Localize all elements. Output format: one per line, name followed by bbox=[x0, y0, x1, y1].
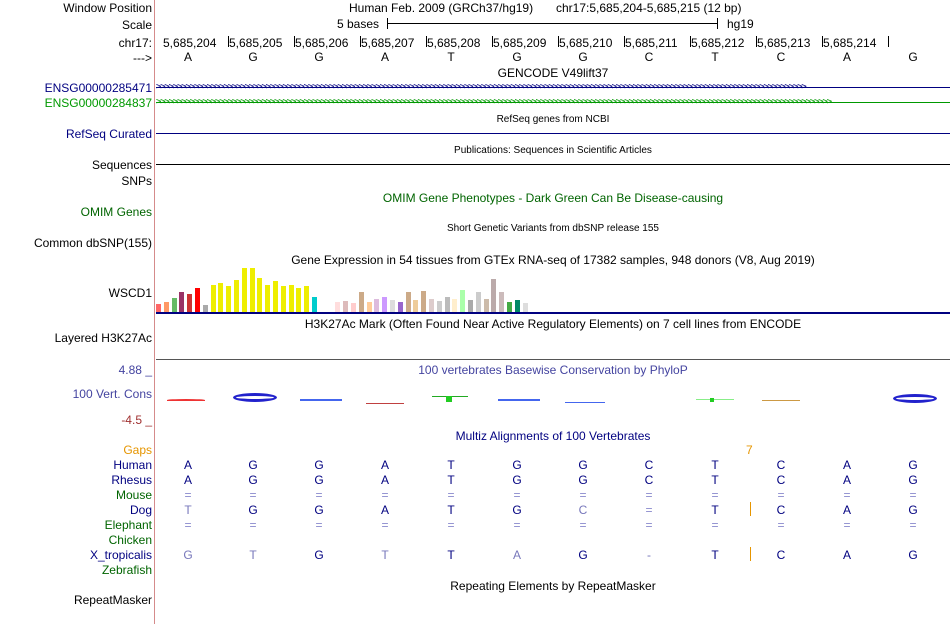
gtex-tissue-bar[interactable] bbox=[164, 302, 169, 312]
aligned-base: G bbox=[578, 458, 588, 472]
aligned-base: = bbox=[843, 518, 851, 532]
ruler-position: 5,685,212 bbox=[691, 36, 745, 50]
aligned-base: A bbox=[842, 473, 851, 487]
refseq-title: RefSeq genes from NCBI bbox=[496, 114, 610, 125]
aligned-base: C bbox=[776, 458, 786, 472]
cons-title: 100 vertebrates Basewise Conservation by PhyloP bbox=[418, 363, 688, 377]
ruler-position: 5,685,204 bbox=[163, 36, 217, 50]
strand-arrow: ---> bbox=[133, 51, 152, 65]
aligned-base: G bbox=[512, 473, 522, 487]
aligned-base: = bbox=[711, 518, 719, 532]
gtex-tissue-bar[interactable] bbox=[226, 286, 231, 312]
aligned-base: = bbox=[777, 488, 785, 502]
omim-label[interactable]: OMIM Genes bbox=[80, 205, 152, 219]
aligned-base: T bbox=[711, 458, 719, 472]
aligned-base: C bbox=[776, 473, 786, 487]
aligned-base: = bbox=[447, 488, 455, 502]
ensg2-line bbox=[156, 102, 950, 103]
gtex-tissue-bar[interactable] bbox=[242, 268, 247, 312]
gtex-tissue-bar[interactable] bbox=[273, 281, 278, 312]
aligned-base: = bbox=[315, 488, 323, 502]
aligned-base: A bbox=[380, 458, 389, 472]
aligned-base: C bbox=[776, 503, 786, 517]
ruler-position: 5,685,211 bbox=[625, 36, 678, 50]
gtex-tissue-bar[interactable] bbox=[515, 300, 520, 312]
aligned-base: A bbox=[842, 458, 851, 472]
ruler-position: 5,685,209 bbox=[493, 36, 547, 50]
cons-logo-g5 bbox=[893, 394, 937, 403]
h3k27ac-label[interactable]: Layered H3K27Ac bbox=[54, 331, 152, 345]
ruler-position: 5,685,214 bbox=[823, 36, 877, 50]
aligned-base: = bbox=[579, 518, 587, 532]
gtex-tissue-bar[interactable] bbox=[289, 285, 294, 312]
db-label: hg19 bbox=[727, 17, 754, 31]
gap-count: 7 bbox=[746, 443, 753, 457]
scale-text: 5 bases bbox=[337, 17, 380, 31]
reference-base: G bbox=[314, 50, 324, 64]
gtex-tissue-bar[interactable] bbox=[398, 302, 403, 312]
aligned-base: G bbox=[512, 458, 522, 472]
reference-base: G bbox=[512, 50, 522, 64]
gaps-label: Gaps bbox=[123, 443, 152, 457]
common-dbsnp-label[interactable]: Common dbSNP(155) bbox=[33, 236, 152, 250]
aligned-base: G bbox=[314, 473, 324, 487]
aligned-base: = bbox=[447, 518, 455, 532]
gtex-tissue-bar[interactable] bbox=[460, 290, 465, 312]
gtex-tissue-bar[interactable] bbox=[351, 303, 356, 312]
ensg1-line bbox=[156, 87, 950, 88]
gtex-tissue-bar[interactable] bbox=[484, 299, 489, 312]
dog-gap-marker bbox=[750, 502, 751, 516]
gtex-gene-line bbox=[156, 312, 950, 314]
reference-base: G bbox=[578, 50, 588, 64]
aligned-base: T bbox=[381, 548, 389, 562]
cons-logo-t2-dot bbox=[710, 398, 714, 402]
gtex-tissue-bar[interactable] bbox=[437, 301, 442, 312]
aligned-base: = bbox=[579, 488, 587, 502]
gtex-tissue-bar[interactable] bbox=[335, 302, 340, 312]
cons-max-label: 4.88 _ bbox=[118, 363, 152, 377]
aligned-base: T bbox=[447, 458, 455, 472]
gtex-tissue-bar[interactable] bbox=[179, 292, 184, 312]
gtex-tissue-bar[interactable] bbox=[296, 288, 301, 312]
aligned-base: G bbox=[908, 503, 918, 517]
chrom-label: chr17: bbox=[118, 36, 152, 50]
aligned-base: G bbox=[908, 473, 918, 487]
reference-base: A bbox=[842, 50, 851, 64]
reference-base: C bbox=[644, 50, 654, 64]
gtex-tissue-bar[interactable] bbox=[468, 300, 473, 312]
refseq-label[interactable]: RefSeq Curated bbox=[65, 127, 152, 141]
gtex-tissue-bar[interactable] bbox=[406, 292, 411, 312]
cons-label[interactable]: 100 Vert. Cons bbox=[72, 387, 152, 401]
scale-bar-end bbox=[717, 18, 718, 29]
gtex-tissue-bar[interactable] bbox=[491, 279, 496, 312]
aligned-base: A bbox=[380, 503, 389, 517]
xtrop-gap-marker bbox=[750, 547, 751, 561]
gtex-tissue-bar[interactable] bbox=[507, 302, 512, 312]
aligned-base: G bbox=[248, 458, 258, 472]
species-label-human[interactable]: Human bbox=[113, 458, 152, 472]
aligned-base: = bbox=[513, 518, 521, 532]
gtex-tissue-bar[interactable] bbox=[203, 305, 208, 312]
gtex-tissue-bar[interactable] bbox=[390, 300, 395, 312]
ruler-position: 5,685,207 bbox=[361, 36, 415, 50]
ruler-position: 5,685,208 bbox=[427, 36, 481, 50]
cons-logo-g4 bbox=[565, 402, 605, 403]
species-label-dog[interactable]: Dog bbox=[129, 503, 152, 517]
reference-base: T bbox=[447, 50, 455, 64]
aligned-base: = bbox=[645, 518, 653, 532]
aligned-base: C bbox=[776, 548, 786, 562]
aligned-base: = bbox=[513, 488, 521, 502]
aligned-base: = bbox=[843, 488, 851, 502]
reference-base: G bbox=[248, 50, 258, 64]
cons-logo-t-dot bbox=[446, 396, 452, 402]
aligned-base: G bbox=[908, 548, 918, 562]
aligned-base: T bbox=[711, 473, 719, 487]
ruler-position: 5,685,206 bbox=[295, 36, 349, 50]
aligned-base: T bbox=[711, 548, 719, 562]
ensg1-label[interactable]: ENSG00000285471 bbox=[44, 81, 152, 95]
assembly-title: Human Feb. 2009 (GRCh37/hg19) bbox=[349, 1, 534, 15]
gtex-tissue-bar[interactable] bbox=[195, 288, 200, 312]
aligned-base: G bbox=[578, 548, 588, 562]
gtex-tissue-bar[interactable] bbox=[211, 285, 216, 312]
reference-base: C bbox=[776, 50, 786, 64]
cons-logo-g1 bbox=[233, 393, 277, 402]
gtex-tissue-bar[interactable] bbox=[374, 299, 379, 312]
h3k27ac-baseline bbox=[156, 359, 950, 360]
gtex-tissue-bar[interactable] bbox=[156, 304, 161, 312]
aligned-base: = bbox=[909, 488, 917, 502]
ruler-position: 5,685,205 bbox=[229, 36, 283, 50]
aligned-base: = bbox=[381, 518, 389, 532]
gtex-tissue-bar[interactable] bbox=[187, 294, 192, 312]
aligned-base: G bbox=[314, 458, 324, 472]
gtex-tissue-bar[interactable] bbox=[257, 278, 262, 312]
gtex-tissue-bar[interactable] bbox=[359, 292, 364, 312]
aligned-base: = bbox=[249, 488, 257, 502]
sequences-line[interactable] bbox=[156, 164, 950, 165]
aligned-base: G bbox=[512, 503, 522, 517]
wscd1-label[interactable]: WSCD1 bbox=[108, 286, 152, 300]
aligned-base: = bbox=[645, 503, 653, 517]
scale-label: Scale bbox=[121, 18, 152, 32]
aligned-base: A bbox=[512, 548, 521, 562]
species-label-x_tropicalis[interactable]: X_tropicalis bbox=[89, 548, 152, 562]
aligned-base: C bbox=[644, 473, 654, 487]
gtex-tissue-bar[interactable] bbox=[413, 300, 418, 312]
ruler-position: 5,685,210 bbox=[559, 36, 613, 50]
gtex-title: Gene Expression in 54 tissues from GTEx RNA-seq of 17382 samples, 948 donors (V8, Aug 2019) bbox=[291, 253, 815, 267]
reference-base: A bbox=[380, 50, 389, 64]
aligned-base: A bbox=[183, 473, 192, 487]
cons-logo-g3 bbox=[498, 399, 540, 401]
h3k27ac-title: H3K27Ac Mark (Often Found Near Active Regulatory Elements) on 7 cell lines from ENCODE bbox=[304, 317, 802, 331]
aligned-base: A bbox=[380, 473, 389, 487]
cons-min-label: -4.5 _ bbox=[121, 413, 152, 427]
scale-bar bbox=[387, 23, 718, 24]
gencode-title: GENCODE V49lift37 bbox=[497, 66, 609, 80]
aligned-base: = bbox=[381, 488, 389, 502]
cons-logo-c bbox=[762, 400, 800, 401]
species-label-elephant[interactable]: Elephant bbox=[104, 518, 152, 532]
sequences-label[interactable]: Sequences bbox=[91, 158, 152, 172]
position-readout: chr17:5,685,204-5,685,215 (12 bp) bbox=[556, 1, 742, 15]
aligned-base: G bbox=[578, 473, 588, 487]
gtex-tissue-bar[interactable] bbox=[218, 283, 223, 312]
ruler-position: 5,685,213 bbox=[757, 36, 811, 50]
gtex-tissue-bar[interactable] bbox=[304, 286, 309, 312]
gtex-tissue-bar[interactable] bbox=[172, 298, 177, 312]
species-label-chicken[interactable]: Chicken bbox=[108, 533, 152, 547]
gtex-tissue-bar[interactable] bbox=[499, 292, 504, 312]
gtex-tissue-bar[interactable] bbox=[421, 291, 426, 312]
gtex-tissue-bar[interactable] bbox=[250, 268, 255, 312]
gtex-tissue-bar[interactable] bbox=[523, 303, 528, 312]
aligned-base: = bbox=[711, 488, 719, 502]
aligned-base: = bbox=[184, 488, 192, 502]
cons-logo-a2 bbox=[366, 403, 404, 404]
aligned-base: - bbox=[647, 548, 651, 562]
gtex-tissue-bar[interactable] bbox=[312, 297, 317, 312]
ensg2-label[interactable]: ENSG00000284837 bbox=[44, 96, 152, 110]
aligned-base: = bbox=[249, 518, 257, 532]
gtex-tissue-bar[interactable] bbox=[382, 297, 387, 312]
gtex-tissue-bar[interactable] bbox=[265, 285, 270, 312]
aligned-base: G bbox=[248, 503, 258, 517]
ruler-tick bbox=[888, 36, 889, 47]
species-label-mouse[interactable]: Mouse bbox=[115, 488, 152, 502]
rmsk-label[interactable]: RepeatMasker bbox=[73, 593, 152, 607]
aligned-base: T bbox=[447, 503, 455, 517]
aligned-base: T bbox=[249, 548, 257, 562]
cons-logo-t2 bbox=[696, 399, 734, 400]
aligned-base: A bbox=[842, 548, 851, 562]
snps-label[interactable]: SNPs bbox=[121, 174, 152, 188]
window-position-label: Window Position bbox=[63, 1, 152, 15]
aligned-base: C bbox=[644, 458, 654, 472]
dbsnp-title: Short Genetic Variants from dbSNP release 155 bbox=[447, 223, 659, 234]
track-separator bbox=[154, 0, 155, 624]
rmsk-title: Repeating Elements by RepeatMasker bbox=[450, 579, 656, 593]
aligned-base: C bbox=[578, 503, 588, 517]
aligned-base: = bbox=[184, 518, 192, 532]
pubs-title: Publications: Sequences in Scientific Articles bbox=[454, 145, 652, 156]
gtex-tissue-bar[interactable] bbox=[343, 301, 348, 312]
aligned-base: = bbox=[315, 518, 323, 532]
aligned-base: A bbox=[183, 458, 192, 472]
reference-base: T bbox=[711, 50, 719, 64]
gtex-tissue-bar[interactable] bbox=[234, 280, 239, 312]
reference-base: G bbox=[908, 50, 918, 64]
aligned-base: T bbox=[711, 503, 719, 517]
aligned-base: = bbox=[909, 518, 917, 532]
refseq-line[interactable] bbox=[156, 133, 950, 134]
aligned-base: = bbox=[645, 488, 653, 502]
gtex-tissue-bar[interactable] bbox=[367, 302, 372, 312]
aligned-base: G bbox=[183, 548, 193, 562]
gtex-tissue-bar[interactable] bbox=[429, 299, 434, 312]
gtex-tissue-bar[interactable] bbox=[281, 286, 286, 312]
gtex-tissue-bar[interactable] bbox=[445, 297, 450, 312]
scale-bar-start bbox=[387, 18, 388, 29]
species-label-zebrafish[interactable]: Zebrafish bbox=[101, 563, 152, 577]
aligned-base: A bbox=[842, 503, 851, 517]
aligned-base: G bbox=[314, 548, 324, 562]
multiz-title: Multiz Alignments of 100 Vertebrates bbox=[455, 429, 651, 443]
cons-logo-a bbox=[167, 399, 205, 401]
cons-logo-g2 bbox=[300, 399, 342, 401]
gtex-tissue-bar[interactable] bbox=[452, 299, 457, 312]
aligned-base: G bbox=[314, 503, 324, 517]
species-label-rhesus[interactable]: Rhesus bbox=[111, 473, 152, 487]
aligned-base: G bbox=[248, 473, 258, 487]
aligned-base: = bbox=[777, 518, 785, 532]
aligned-base: T bbox=[184, 503, 192, 517]
aligned-base: G bbox=[908, 458, 918, 472]
reference-base: A bbox=[183, 50, 192, 64]
aligned-base: T bbox=[447, 548, 455, 562]
gtex-tissue-bar[interactable] bbox=[476, 292, 481, 312]
aligned-base: T bbox=[447, 473, 455, 487]
omim-title: OMIM Gene Phenotypes - Dark Green Can Be Disease-causing bbox=[382, 191, 724, 205]
